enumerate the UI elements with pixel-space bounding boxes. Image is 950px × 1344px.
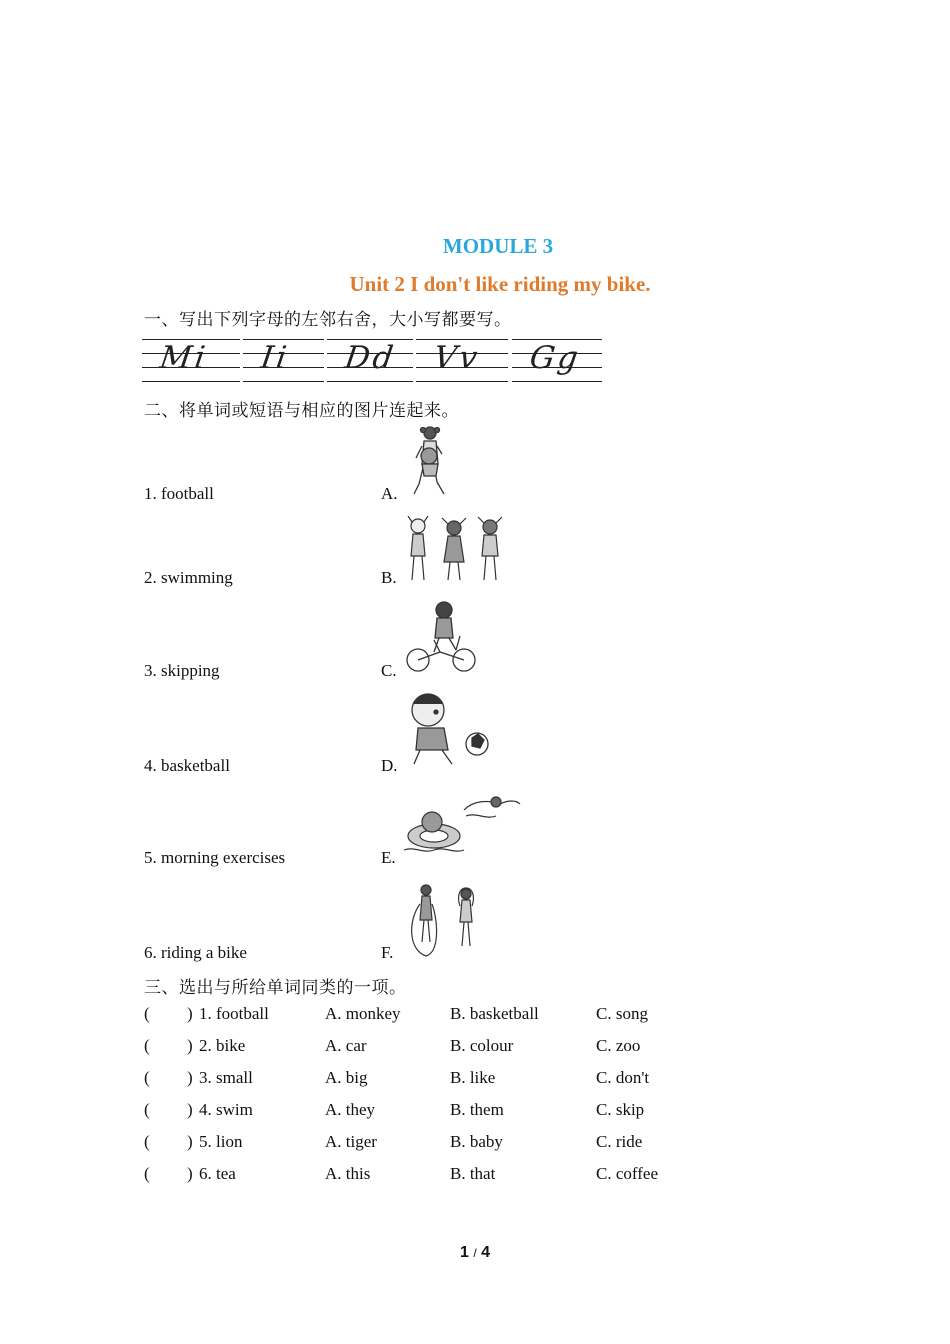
writing-cell (327, 339, 413, 383)
question-word: 4. swim (199, 1100, 253, 1119)
handwritten-letters: Dd (342, 340, 399, 376)
option-b: B. basketball (450, 1004, 539, 1023)
question-word: 2. bike (199, 1036, 246, 1055)
match-letter: B. (381, 568, 397, 587)
match-letter: C. (381, 661, 397, 680)
writing-cell (142, 339, 240, 383)
option-b: B. that (450, 1164, 496, 1183)
writing-cell (416, 339, 508, 383)
question-word: 5. lion (199, 1132, 243, 1151)
answer-paren-open[interactable]: ( (144, 1004, 150, 1023)
choice-question (144, 1132, 844, 1154)
option-c: C. skip (596, 1100, 645, 1119)
handwritten-letters: Gg (527, 340, 584, 376)
boy-football-picture (404, 690, 492, 770)
option-c: C. don't (596, 1068, 650, 1087)
choice-question (144, 1068, 844, 1090)
option-b: B. colour (450, 1036, 514, 1055)
answer-paren-close: ) (187, 1068, 193, 1087)
answer-paren-close: ) (187, 1132, 193, 1151)
answer-paren-close: ) (187, 1100, 193, 1119)
answer-paren-open[interactable]: ( (144, 1164, 150, 1183)
children-exercises-picture (404, 516, 518, 584)
choice-question (144, 1100, 844, 1122)
choice-question (144, 1164, 844, 1186)
handwritten-letters: Ii (258, 340, 292, 376)
match-letter: F. (381, 943, 394, 962)
unit-title: Unit 2 I don't like riding my bike. (349, 272, 651, 296)
writing-cell (243, 339, 324, 383)
current-page: 1 (459, 1244, 469, 1261)
section1-title: 一、写出下列字母的左邻右舍，大小写都要写。 (144, 310, 512, 330)
answer-paren-close: ) (187, 1004, 193, 1023)
question-word: 6. tea (199, 1164, 236, 1183)
handwritten-letters: Mi (157, 340, 211, 376)
match-word: 5. morning exercises (144, 848, 286, 867)
children-skipping-picture (404, 880, 484, 960)
match-word: 1. football (144, 484, 214, 503)
match-letter: E. (381, 848, 396, 867)
question-word: 1. football (199, 1004, 269, 1023)
option-a: A. monkey (325, 1004, 401, 1023)
option-c: C. ride (596, 1132, 643, 1151)
choice-question (144, 1004, 844, 1026)
option-b: B. them (450, 1100, 504, 1119)
module-title: MODULE 3 (442, 234, 554, 258)
option-a: A. tiger (325, 1132, 377, 1151)
total-pages: 4 (481, 1244, 491, 1261)
match-word: 6. riding a bike (144, 943, 247, 962)
answer-paren-close: ) (187, 1164, 193, 1183)
answer-paren-close: ) (187, 1036, 193, 1055)
boy-bike-picture (404, 600, 478, 676)
option-c: C. song (596, 1004, 648, 1023)
option-b: B. baby (450, 1132, 503, 1151)
answer-paren-open[interactable]: ( (144, 1036, 150, 1055)
match-word: 4. basketball (144, 756, 230, 775)
answer-paren-open[interactable]: ( (144, 1132, 150, 1151)
option-a: A. they (325, 1100, 376, 1119)
handwritten-letters: Vv (431, 340, 483, 376)
girl-basketball-picture (404, 424, 454, 502)
option-a: A. car (325, 1036, 367, 1055)
writing-cell (512, 339, 602, 383)
option-c: C. coffee (596, 1164, 658, 1183)
section3-title: 三、选出与所给单词同类的一项。 (144, 978, 407, 998)
children-swimming-picture (404, 790, 522, 860)
match-letter: D. (381, 756, 398, 775)
match-letter: A. (381, 484, 398, 503)
choice-question (144, 1036, 844, 1058)
page-number (0, 1244, 950, 1262)
answer-paren-open[interactable]: ( (144, 1100, 150, 1119)
option-b: B. like (450, 1068, 496, 1087)
match-word: 3. skipping (144, 661, 220, 680)
question-word: 3. small (199, 1068, 253, 1087)
match-word: 2. swimming (144, 568, 233, 587)
option-a: A. big (325, 1068, 368, 1087)
section2-title: 二、将单词或短语与相应的图片连起来。 (144, 401, 459, 421)
option-a: A. this (325, 1164, 371, 1183)
page-separator: / (473, 1246, 477, 1260)
option-c: C. zoo (596, 1036, 641, 1055)
answer-paren-open[interactable]: ( (144, 1068, 150, 1087)
